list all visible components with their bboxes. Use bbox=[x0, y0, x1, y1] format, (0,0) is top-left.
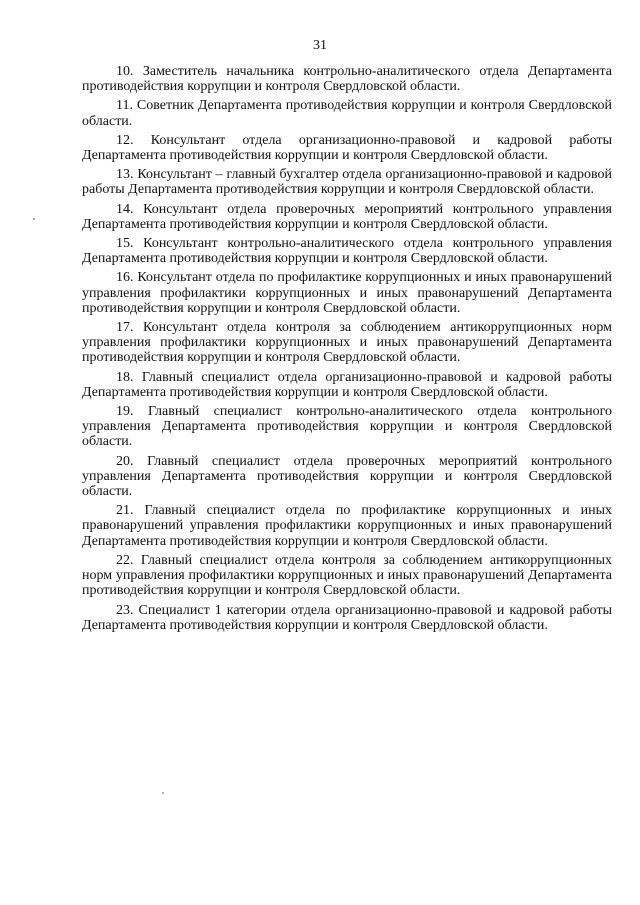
list-item bbox=[82, 404, 612, 450]
list-item bbox=[82, 503, 612, 549]
item-text: Консультант отдела по профилактике коррупционных и иных правонарушений управления профилактики коррупционных и иных правонарушений Департамента противодействия коррупции и контроля Свердловской области. bbox=[82, 270, 613, 316]
list-item bbox=[82, 64, 612, 94]
item-number: 22. bbox=[116, 552, 134, 568]
list-item bbox=[82, 202, 612, 232]
item-text: Консультант отдела организационно-правовой и кадровой работы Департамента противодействия коррупции и контроля Свердловской области. bbox=[82, 132, 613, 164]
list-item bbox=[82, 236, 612, 266]
list-item bbox=[82, 270, 612, 316]
item-text: Специалист 1 категории отдела организационно-правовой и кадровой работы Департамента противодействия коррупции и контроля Свердловской области. bbox=[82, 602, 612, 633]
item-text: Консультант отдела контроля за соблюдением антикоррупционных норм управления профилактики коррупционных и иных правонарушений Департамента противодействия коррупции и контроля Свердловской области. bbox=[82, 320, 612, 366]
item-text: Консультант отдела проверочных мероприятий контрольного управления Департамента противодействия коррупции и контроля Свердловской области. bbox=[82, 201, 612, 232]
list-item bbox=[82, 133, 612, 163]
item-number: 18. bbox=[116, 369, 134, 385]
list-item bbox=[82, 553, 612, 599]
page-number: 31 bbox=[313, 38, 327, 53]
item-number: 10. bbox=[116, 64, 134, 79]
item-text: Консультант – главный бухгалтер отдела организационно-правовой и кадровой работы Департамента противодействия коррупции и контроля Свердловской области. bbox=[82, 167, 613, 198]
list-item bbox=[82, 454, 612, 500]
item-number: 19. bbox=[116, 404, 134, 420]
item-number: 16. bbox=[116, 270, 134, 286]
item-text: Главный специалист отдела контроля за соблюдением антикоррупционных норм управления профилактики коррупционных и иных правонарушений Департамента противодействия коррупции и контроля Свердловской области. bbox=[82, 552, 612, 599]
scan-speck bbox=[518, 302, 519, 303]
list-item bbox=[82, 320, 612, 366]
item-number: 20. bbox=[116, 453, 134, 469]
item-number: 11. bbox=[116, 98, 133, 114]
item-number: 23. bbox=[116, 602, 134, 618]
item-number: 12. bbox=[116, 132, 134, 148]
scan-speck bbox=[162, 792, 164, 794]
item-number: 13. bbox=[116, 167, 134, 183]
item-number: 17. bbox=[116, 320, 134, 336]
item-text: Заместитель начальника контрольно-аналитического отдела Департамента противодействия коррупции и контроля Свердловской области. bbox=[82, 64, 613, 95]
item-text: Консультант контрольно-аналитического отдела контрольного управления Департамента противодействия коррупции и контроля Свердловской области. bbox=[82, 236, 612, 267]
list-item bbox=[82, 370, 612, 400]
scan-speck bbox=[33, 218, 35, 220]
list-item bbox=[82, 603, 612, 633]
list-item bbox=[82, 167, 612, 197]
item-text: Главный специалист отдела организационно-правовой и кадровой работы Департамента противодействия коррупции и контроля Свердловской области. bbox=[82, 369, 612, 400]
list-item bbox=[82, 98, 612, 128]
item-number: 21. bbox=[116, 503, 134, 519]
item-number: 15. bbox=[116, 236, 134, 252]
item-text: Главный специалист отдела проверочных мероприятий контрольного управления Департамента противодействия коррупции и контроля Свердловской области. bbox=[82, 453, 612, 500]
item-text: Советник Департамента противодействия коррупции и контроля Свердловской области. bbox=[82, 98, 612, 129]
item-text: Главный специалист контрольно-аналитического отдела контрольного управления Департамента противодействия коррупции и контроля Свердловской области. bbox=[82, 404, 613, 450]
item-number: 14. bbox=[116, 201, 134, 217]
numbered-list bbox=[82, 64, 612, 633]
item-text: Главный специалист отдела по профилактике коррупционных и иных правонарушений управления профилактики коррупционных и иных правонарушений Департамента противодействия коррупции и контроля Свердловской области. bbox=[82, 503, 612, 549]
